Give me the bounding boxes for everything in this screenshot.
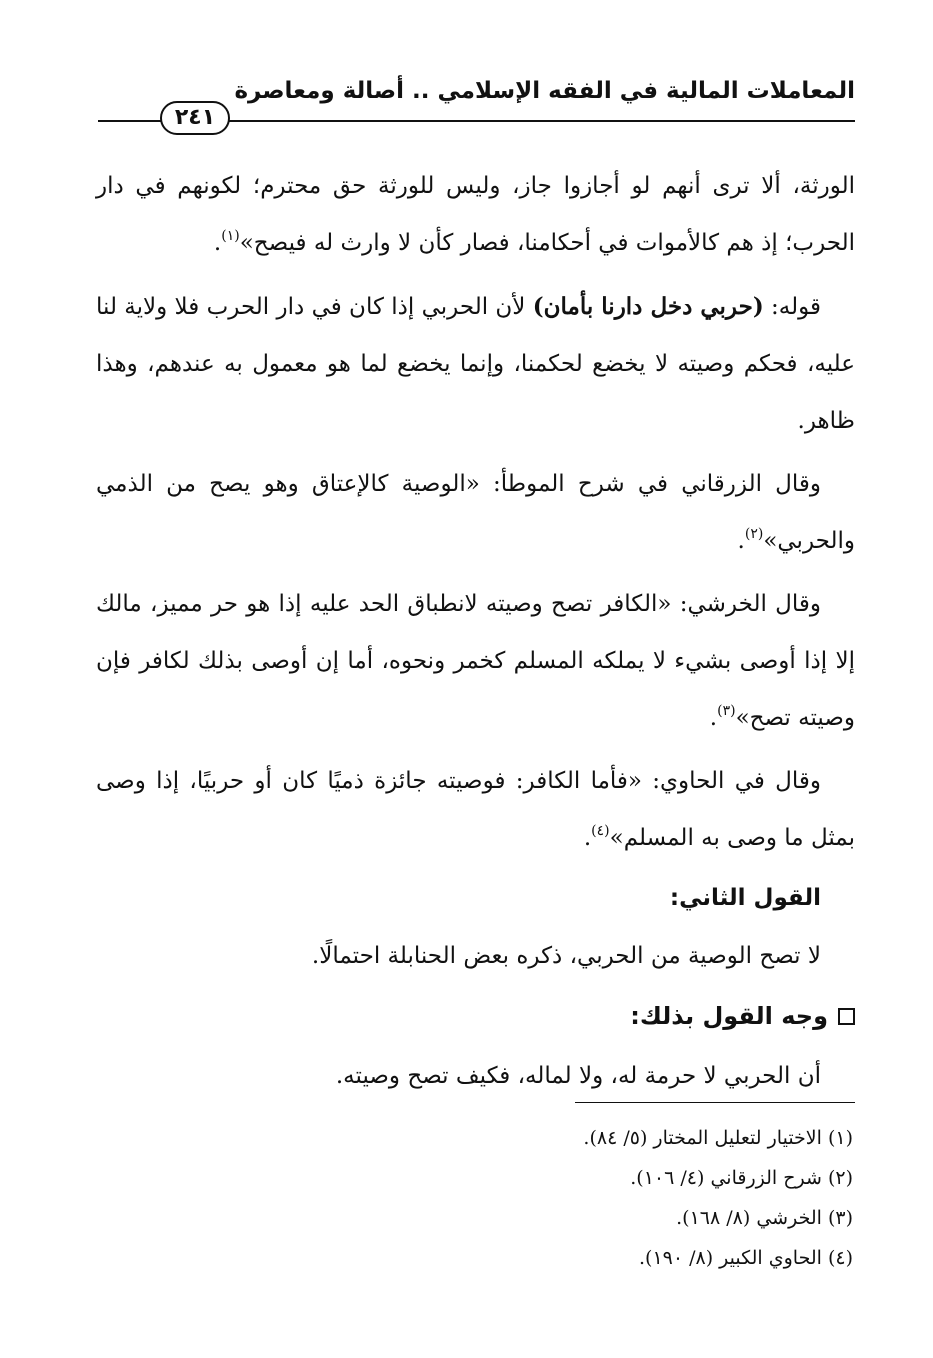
paragraph-3 — [96, 456, 855, 570]
paragraph-4-text: وقال الخرشي: «الكافر تصح وصيته لانطباق الحد عليه إذا هو حر مميز، مالك إلا إذا أوصى بشيء لا يملكه المسلم كخمر ونحوه، أما إن أوصى بذلك لكافر فإن وصيته تصح» — [96, 591, 855, 731]
reason-heading — [96, 991, 855, 1041]
paragraph-5 — [96, 753, 855, 867]
footnote-2: (٢) شرح الزرقاني (٤/ ١٠٦). — [630, 1167, 853, 1189]
footnote-marker-4: (٤) — [591, 823, 610, 839]
footnote-4: (٤) الحاوي الكبير (٨/ ١٩٠). — [638, 1247, 853, 1269]
reason-heading-text: وجه القول بذلك: — [630, 1002, 828, 1030]
checkbox-square-icon — [838, 1008, 855, 1025]
paragraph-2-lead: قوله: — [763, 294, 822, 320]
paragraph-2 — [96, 278, 855, 450]
second-opinion-heading: القول الثاني: — [669, 885, 821, 911]
paragraph-1-end: . — [213, 230, 222, 256]
paragraph-4 — [96, 576, 855, 747]
paragraph-5-end: . — [583, 825, 592, 851]
footnote-3: (٣) الخرشي (٨/ ١٦٨). — [676, 1207, 853, 1229]
footnote-1: (١) الاختيار لتعليل المختار (٥/ ٨٤). — [583, 1127, 853, 1149]
footnote-marker-1: (١) — [221, 228, 240, 244]
paragraph-3-end: . — [737, 528, 745, 554]
page-number: ٢٤١ — [160, 101, 230, 135]
running-header-title: المعاملات المالية في الفقه الإسلامي .. أصالة ومعاصرة — [234, 78, 855, 104]
paragraph-3-text: وقال الزرقاني في شرح الموطأ: «الوصية كالإعتاق وهو يصح من الذمي والحربي» — [96, 471, 855, 554]
paragraph-4-end: . — [709, 705, 718, 731]
main-text — [96, 158, 855, 1111]
footnote-marker-2: (٢) — [744, 526, 764, 542]
reason-text: أن الحربي لا حرمة له، ولا لماله، فكيف تصح وصيته. — [335, 1063, 821, 1089]
paragraph-5-text: وقال في الحاوي: «فأما الكافر: فوصيته جائزة ذميًا كان أو حربيًا، إذا وصى بمثل ما وصى به المسلم» — [96, 768, 855, 851]
paragraph-2-text: لأن الحربي إذا كان في دار الحرب فلا ولاية لنا عليه، فحكم وصيته لا يخضع لحكمنا، وإنما يخضع لما هو معمول به عندهم، وهذا ظاهر. — [96, 294, 855, 434]
paragraph-1-text: الورثة، ألا ترى أنهم لو أجازوا جاز، وليس للورثة حق محترم؛ لكونهم في دار الحرب؛ إذ هم كالأموات في أحكامنا، فصار كأن لا وارث له فيصح» — [96, 173, 855, 256]
paragraph-1 — [96, 158, 855, 272]
second-opinion-text: لا تصح الوصية من الحربي، ذكره بعض الحنابلة احتمالًا. — [311, 943, 821, 969]
footnote-marker-3: (٣) — [717, 703, 736, 719]
paragraph-2-quote: (حربي دخل دارنا بأمان) — [532, 293, 764, 320]
footnote-separator — [575, 1102, 855, 1103]
footnotes — [96, 1118, 853, 1278]
